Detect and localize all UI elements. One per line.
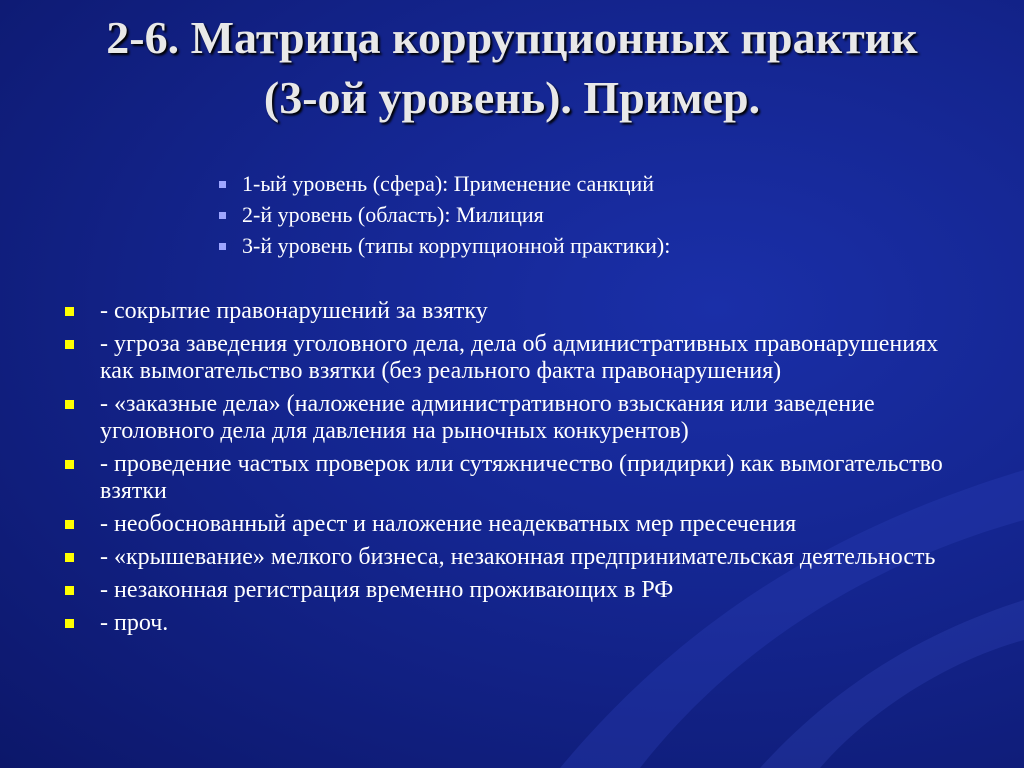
square-bullet-icon bbox=[65, 619, 74, 628]
list-item-text: - сокрытие правонарушений за взятку bbox=[100, 298, 488, 324]
list-item-text: - проведение частых проверок или сутяжничество (придирки) как вымогательство взятки bbox=[100, 451, 943, 504]
square-bullet-icon bbox=[65, 400, 74, 409]
slide-title bbox=[0, 8, 1024, 128]
square-bullet-icon bbox=[219, 212, 226, 219]
list-item bbox=[58, 544, 958, 571]
list-item-text: - необоснованный арест и наложение неадекватных мер пресечения bbox=[100, 511, 797, 537]
list-item bbox=[58, 511, 958, 538]
title-line-1: 2-6. Матрица коррупционных практик bbox=[106, 12, 918, 63]
square-bullet-icon bbox=[65, 520, 74, 529]
level-text: 2-й уровень (область): Милиция bbox=[242, 202, 544, 227]
list-item-text: - проч. bbox=[100, 610, 169, 636]
list-item-text: - угроза заведения уголовного дела, дела об административных правонарушениях как вымогательство взятки (без реального факта правонарушения) bbox=[100, 331, 939, 384]
square-bullet-icon bbox=[65, 307, 74, 316]
level-text: 1-ый уровень (сфера): Применение санкций bbox=[242, 171, 655, 196]
list-item-text: - незаконная регистрация временно проживающих в РФ bbox=[100, 577, 674, 603]
square-bullet-icon bbox=[219, 181, 226, 188]
list-item bbox=[58, 610, 958, 637]
square-bullet-icon bbox=[65, 586, 74, 595]
level-item bbox=[214, 199, 914, 230]
level-item bbox=[214, 230, 914, 261]
title-line-2: (3-ой уровень). Пример. bbox=[263, 72, 761, 123]
list-item bbox=[58, 451, 958, 505]
list-item-text: - «крышевание» мелкого бизнеса, незаконная предпринимательская деятельность bbox=[100, 544, 936, 570]
level-list bbox=[214, 168, 914, 261]
list-item-text: - «заказные дела» (наложение административного взыскания или заведение уголовного дела для давления на рыночных конкурентов) bbox=[100, 391, 875, 444]
practice-list bbox=[58, 298, 958, 643]
level-item bbox=[214, 168, 914, 199]
list-item bbox=[58, 577, 958, 604]
list-item bbox=[58, 391, 958, 445]
square-bullet-icon bbox=[65, 553, 74, 562]
square-bullet-icon bbox=[65, 340, 74, 349]
level-text: 3-й уровень (типы коррупционной практики): bbox=[242, 233, 671, 258]
square-bullet-icon bbox=[219, 243, 226, 250]
square-bullet-icon bbox=[65, 460, 74, 469]
list-item bbox=[58, 331, 958, 385]
list-item bbox=[58, 298, 958, 325]
